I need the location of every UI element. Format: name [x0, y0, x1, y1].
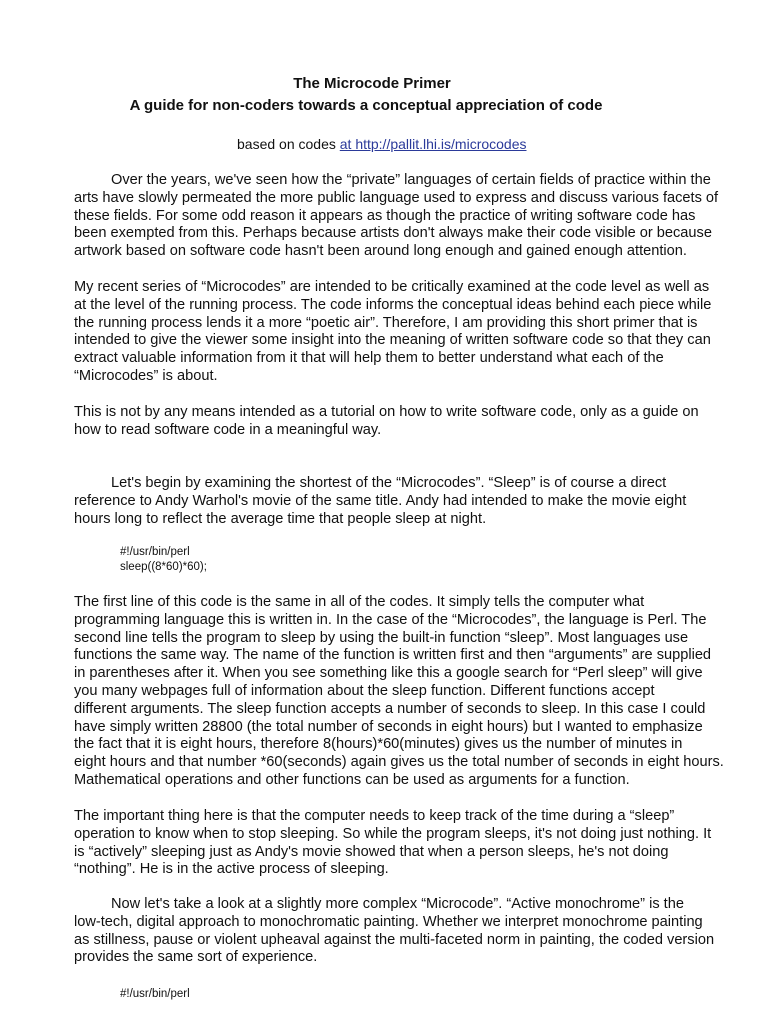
paragraph-line: operation to know when to stop sleeping. So while the program sleeps, it's not doing just nothing. It [74, 825, 712, 842]
paragraph-line: The important thing here is that the computer needs to keep track of the time during a “sleep” [74, 808, 675, 824]
paragraph-line: extract valuable information from it that will help them to better understand what each of the [74, 350, 664, 367]
paragraph-line: the fact that it is eight hours, therefore 8(hours)*60(minutes) gives us the number of minutes in [74, 736, 683, 753]
paragraph-line: This is not by any means intended as a tutorial on how to write software code, only as a guide on [74, 404, 699, 420]
paragraph-line: second line tells the program to sleep by using the built-in function “sleep”. Most languages use [74, 629, 689, 646]
paragraph-line: hours long to reflect the average time that people sleep at night. [74, 510, 487, 527]
code-block-sleep [120, 545, 207, 575]
paragraph-line: arts have slowly permeated the more public language used to express and discuss various facets of [74, 189, 719, 206]
paragraph-line: these fields. For some odd reason it appears as though the practice of writing software code has [74, 207, 696, 224]
paragraph-line: provides the same sort of experience. [74, 949, 318, 966]
paragraph-intro [74, 172, 768, 261]
paragraph-line: in parentheses after it. When you see something like this a google search for “Perl sleep” will give [74, 665, 703, 682]
paragraph-line: functions the same way. The name of the function is written first and then “arguments” are supplied [74, 647, 712, 664]
paragraph-line: you many webpages full of information about the sleep function. Different functions accept [74, 682, 655, 699]
paragraph-line: the running process lends it a more “poetic air”. Therefore, I am providing this short primer that is [74, 314, 698, 331]
paragraph-active-monochrome [74, 896, 768, 967]
paragraph-first-line-explained [74, 594, 768, 790]
paragraph-line: is “actively” sleeping just as Andy's movie showed that when a person sleeps, he's not doing [74, 843, 669, 860]
paragraph-active-sleep [74, 808, 768, 879]
paragraph-line: artwork based on software code hasn't been around long enough and gained enough attention. [74, 243, 687, 260]
code-line: sleep((8*60)*60); [120, 561, 207, 573]
paragraph-line: My recent series of “Microcodes” are intended to be critically examined at the code level as well as [74, 279, 710, 295]
paragraph-line: Now let's take a look at a slightly more complex “Microcode”. “Active monochrome” is the [111, 896, 684, 912]
source-link[interactable]: at http://pallit.lhi.is/microcodes [339, 136, 527, 152]
code-line: #!/usr/bin/perl [120, 546, 190, 558]
paragraph-not-tutorial [74, 404, 768, 440]
source-prefix: based on codes [237, 136, 340, 152]
paragraph-line: at the level of the running process. The code informs the conceptual ideas behind each piece while [74, 296, 712, 313]
paragraph-line: programming language this is written in. In the case of the “Microcodes”, the language is Perl. The [74, 611, 707, 628]
paragraph-line: have simply written 28800 (the total number of seconds in eight hours) but I wanted to emphasize [74, 718, 703, 735]
paragraph-line: been exempted from this. Perhaps because artists don't always make their code visible or because [74, 225, 712, 242]
paragraph-line: different arguments. The sleep function accepts a number of seconds to sleep. In this case I could [74, 700, 706, 717]
paragraph-line: Over the years, we've seen how the “private” languages of certain fields of practice within the [111, 172, 711, 188]
paragraph-line: reference to Andy Warhol's movie of the same title. Andy had intended to make the movie eight [74, 492, 687, 509]
paragraph-line: low-tech, digital approach to monochromatic painting. Whether we interpret monochrome painting [74, 913, 703, 930]
document-title: The Microcode Primer [293, 75, 451, 92]
paragraph-line: intended to give the viewer some insight into the meaning of written software code so that they can [74, 332, 711, 349]
paragraph-line: “nothing”. He is in the active process of sleeping. [74, 861, 389, 878]
paragraph-sleep-intro [74, 475, 768, 528]
paragraph-line: as stillness, pause or violent upheaval against the multi-faceted norm in painting, the coded version [74, 931, 715, 948]
paragraph-line: Mathematical operations and other functions can be used as arguments for a function. [74, 771, 630, 788]
paragraph-line: how to read software code in a meaningful way. [74, 421, 382, 438]
paragraph-line: eight hours and that number *60(seconds) again gives us the total number of seconds in eight hours. [74, 754, 724, 771]
code-line: #!/usr/bin/perl [120, 988, 190, 1000]
source-line [237, 135, 527, 153]
paragraph-line: The first line of this code is the same in all of the codes. It simply tells the computer what [74, 594, 645, 610]
paragraph-line: “Microcodes” is about. [74, 367, 218, 384]
paragraph-line: Let's begin by examining the shortest of the “Microcodes”. “Sleep” is of course a direct [111, 475, 667, 491]
code-block-monochrome [120, 987, 190, 1002]
document-subtitle: A guide for non-coders towards a conceptual appreciation of code [129, 97, 603, 114]
paragraph-microcodes [74, 279, 768, 386]
